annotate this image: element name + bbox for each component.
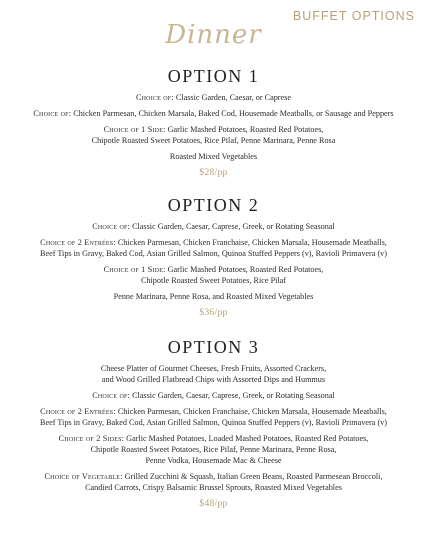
item-text: Grilled Zucchini & Squash, Italian Green Beans, Roasted Parmesean Broccoli, <box>122 472 383 481</box>
item-label: Choice of 1 Side: <box>103 125 166 134</box>
menu-item <box>0 124 427 146</box>
item-text: Penne Marinara, Penne Rosa, and Roasted Mixed Vegetables <box>113 292 314 301</box>
item-text: Cheese Platter of Gourmet Cheeses, Fresh Fruits, Assorted Crackers, <box>100 364 327 373</box>
script-title: Dinner <box>165 20 262 50</box>
option-heading: OPTION 1 <box>167 66 260 86</box>
item-label: Choice of Vegetable: <box>44 472 123 481</box>
option-1-section <box>0 66 427 178</box>
item-label: Choice of 2 Sides: <box>58 434 125 443</box>
item-label: Choice of: <box>92 391 131 400</box>
item-label: Choice of: <box>33 109 72 118</box>
option-heading: OPTION 3 <box>167 337 260 357</box>
menu-item <box>0 221 427 232</box>
item-label: Choice of: <box>92 222 131 231</box>
option-price: $28/pp <box>199 168 228 178</box>
item-text-line-2: Chipotle Roasted Sweet Potatoes, Rice Pilaf <box>140 276 287 285</box>
item-label: Choice of: <box>135 93 174 102</box>
item-text-line-3: Penne Vodka, Housemade Mac & Cheese <box>145 456 282 465</box>
item-label: Choice of 2 Entrées: <box>40 407 116 416</box>
item-text-line-2: Beef Tips in Gravy, Baked Cod, Asian Grilled Salmon, Quinoa Stuffed Peppers (v), Ravioli Primavera (v) <box>39 249 387 258</box>
item-text-line-2: Candied Carrots, Crispy Balsamic Brussel Sprouts, Roasted Mixed Vegetables <box>85 483 342 492</box>
item-text: Chicken Parmesan, Chicken Franchaise, Chicken Marsala, Housemade Meatballs, <box>115 407 387 416</box>
menu-item <box>0 92 427 103</box>
item-text: Chicken Parmesan, Chicken Marsala, Baked Cod, Housemade Meatballs, or Sausage and Peppers <box>71 109 394 118</box>
option-2-section <box>0 195 427 318</box>
item-text: Garlic Mashed Potatoes, Roasted Red Potatoes, <box>165 265 324 274</box>
menu-item <box>0 291 427 302</box>
item-text: Classic Garden, Caesar, or Caprese <box>173 93 291 102</box>
item-text: Roasted Mixed Vegetables <box>169 152 258 161</box>
menu-item <box>0 390 427 401</box>
option-price: $48/pp <box>199 499 228 509</box>
menu-item <box>0 363 427 385</box>
item-text-line-2: Chipotle Roasted Sweet Potatoes, Rice Pilaf, Penne Marinara, Penne Rosa <box>91 136 336 145</box>
item-text: Classic Garden, Caesar, Caprese, Greek, or Rotating Seasonal <box>130 222 335 231</box>
menu-item <box>0 406 427 428</box>
menu-item <box>0 471 427 493</box>
item-text-line-2: and Wood Grilled Flatbread Chips with Assorted Dips and Hummus <box>101 375 326 384</box>
option-price: $36/pp <box>199 308 228 318</box>
item-label: Choice of 2 Entrées: <box>40 238 116 247</box>
option-3-section <box>0 337 427 509</box>
item-text: Garlic Mashed Potatoes, Roasted Red Potatoes, <box>165 125 324 134</box>
item-text-line-2: Beef Tips in Gravy, Baked Cod, Asian Grilled Salmon, Quinoa Stuffed Peppers (v), Ravioli Primavera (v) <box>39 418 387 427</box>
item-text: Garlic Mashed Potatoes, Loaded Mashed Potatoes, Roasted Red Potatoes, <box>124 434 369 443</box>
item-text: Chicken Parmesan, Chicken Franchaise, Chicken Marsala, Housemade Meatballs, <box>115 238 387 247</box>
item-text-line-2: Chipotle Roasted Sweet Potatoes, Rice Pilaf, Penne Marinara, Penne Rosa, <box>90 445 337 454</box>
menu-item <box>0 237 427 259</box>
menu-item <box>0 151 427 162</box>
menu-item <box>0 264 427 286</box>
item-label: Choice of 1 Side: <box>103 265 166 274</box>
item-text: Classic Garden, Caesar, Caprese, Greek, or Rotating Seasonal <box>130 391 335 400</box>
menu-item <box>0 433 427 466</box>
menu-item <box>0 108 427 119</box>
option-heading: OPTION 2 <box>167 195 260 215</box>
corner-label: BUFFET OPTIONS <box>292 9 415 23</box>
